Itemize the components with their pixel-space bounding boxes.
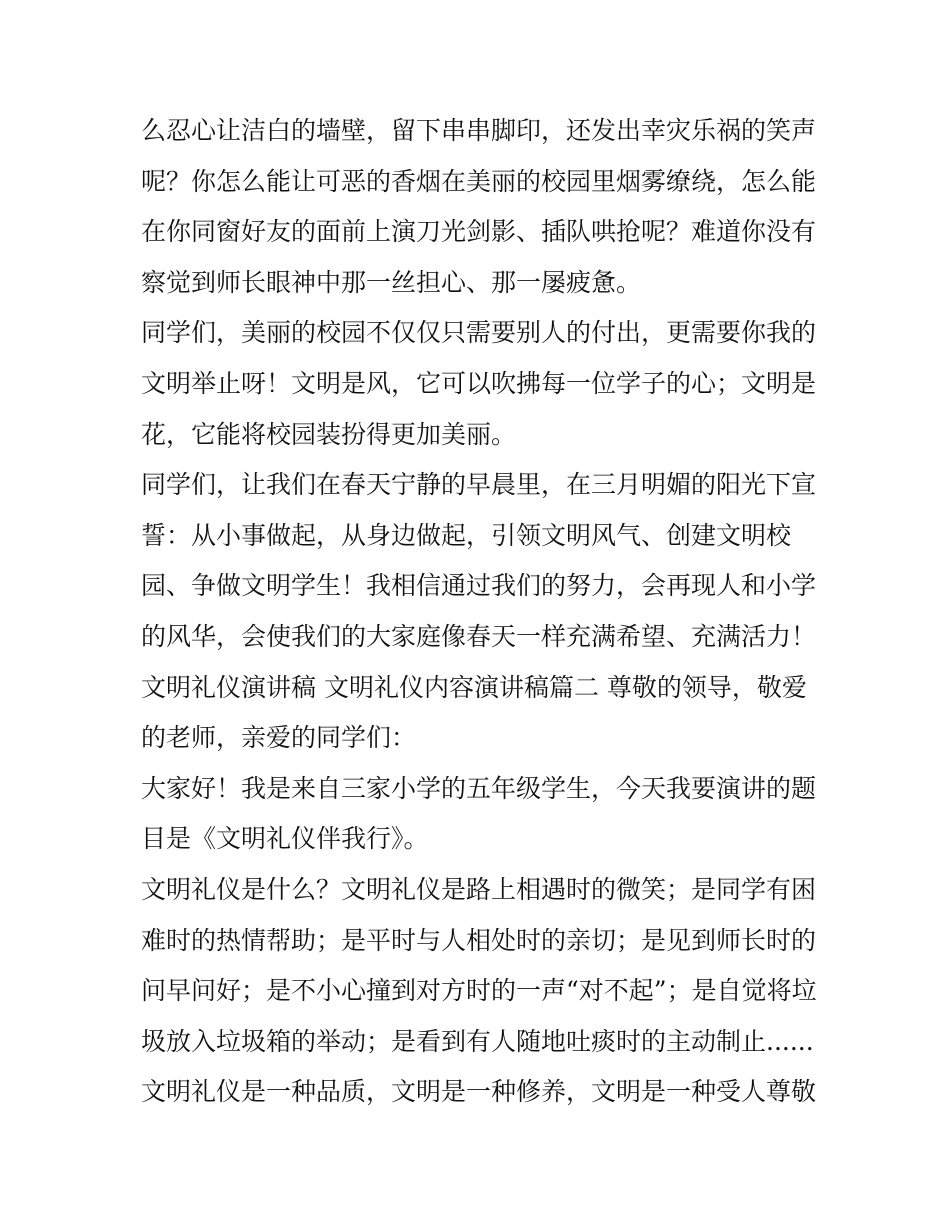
text-line: 问早问好；是不小心撞到对方时的一声“对不起”；是自觉将垃 [141, 976, 817, 1006]
text-line: 的风华，会使我们的大家庭像春天一样充满希望、充满活力！ [141, 621, 817, 651]
text-line: 圾放入垃圾箱的举动；是看到有人随地吐痰时的主动制止...... [141, 1026, 814, 1056]
text-line: 誓：从小事做起，从身边做起，引领文明风气、创建文明校 [141, 520, 792, 550]
text-line: 在你同窗好友的面前上演刀光剑影、插队哄抢呢？难道你没有 [141, 217, 817, 247]
text-line: 花，它能将校园装扮得更加美丽。 [141, 419, 517, 449]
text-line: 同学们，让我们在春天宁静的早晨里，在三月明媚的阳光下宣 [141, 470, 817, 500]
text-line: 文明礼仪是什么？文明礼仪是路上相遇时的微笑；是同学有困 [141, 874, 817, 904]
document-body [141, 106, 821, 1118]
text-line: 么忍心让洁白的墙壁，留下串串脚印，还发出幸灾乐祸的笑声 [141, 116, 817, 145]
text-line: 文明礼仪演讲稿 文明礼仪内容演讲稿篇二 尊敬的领导，敬爱 [141, 672, 807, 702]
text-line: 文明礼仪是一种品质，文明是一种修养，文明是一种受人尊敬 [141, 1077, 817, 1107]
text-line: 大家好！我是来自三家小学的五年级学生，今天我要演讲的题 [141, 773, 817, 803]
text-line: 呢？你怎么能让可恶的香烟在美丽的校园里烟雾缭绕，怎么能 [141, 166, 817, 196]
text-line: 察觉到师长眼神中那一丝担心、那一屡疲惫。 [141, 267, 642, 297]
text-line: 园、争做文明学生！我相信通过我们的努力，会再现人和小学 [141, 571, 817, 601]
text-line: 难时的热情帮助；是平时与人相处时的亲切；是见到师长时的 [141, 925, 817, 955]
text-line: 的老师，亲爱的同学们： [141, 723, 417, 753]
text-line: 文明举止呀！文明是风，它可以吹拂每一位学子的心；文明是 [141, 368, 817, 398]
text-line: 目是《文明礼仪伴我行》。 [141, 824, 429, 854]
text-line: 同学们，美丽的校园不仅仅只需要别人的付出，更需要你我的 [141, 318, 817, 348]
